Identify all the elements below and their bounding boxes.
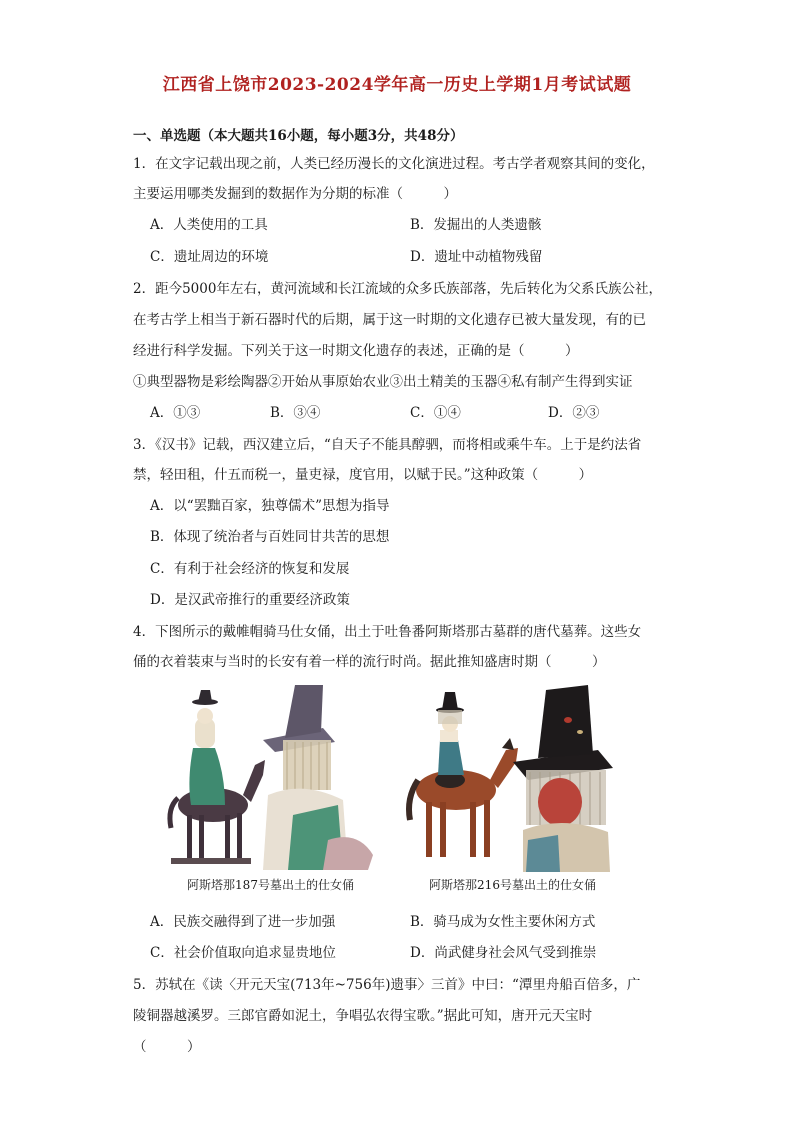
closeup-figure <box>513 685 613 872</box>
q3-stem-line2: 禁，轻田租，什五而税一，量吏禄，度官用，以赋于民。”这种政策（ ） <box>133 467 593 483</box>
q5-stem-line1: 5．苏轼在《读〈开元天宝(713年~756年)遗事〉三首》中曰：“潭里舟船百倍多，广 <box>133 977 641 993</box>
q1-option-d: D．遗址中动植物残留 <box>410 249 543 265</box>
q2-stem-line2: 在考古学上相当于新石器时代的后期，属于这一时期的文化遗存已被大量发现，有的已 <box>133 312 646 328</box>
q1-option-b: B．发掘出的人类遗骸 <box>410 217 542 233</box>
q1-stem-line2: 主要运用哪类发掘到的数据作为分期的标准（ ） <box>133 186 457 202</box>
q4-option-c: C．社会价值取向追求显贵地位 <box>150 945 336 961</box>
rider-figure <box>189 690 225 805</box>
q4-option-a: A．民族交融得到了进一步加强 <box>150 914 336 930</box>
section-heading: 一、单选题（本大题共16小题，每小题3分，共48分） <box>133 128 464 144</box>
figure-caption-left: 阿斯塔那187号墓出土的仕女俑 <box>187 878 354 892</box>
q2-option-d: D．②③ <box>548 405 600 421</box>
q4-option-d: D．尚武健身社会风气受到推崇 <box>410 945 597 961</box>
q1-option-c: C．遗址周边的环境 <box>150 249 269 265</box>
horse-figure <box>409 738 518 857</box>
q3-stem-line1: 3．《汉书》记载，西汉建立后，“自天子不能具醇驷，而将相或乘牛车。上于是约法省 <box>133 437 642 453</box>
q4-option-b: B．骑马成为女性主要休闲方式 <box>410 914 596 930</box>
q3-option-a: A．以“罢黜百家，独尊儒术”思想为指导 <box>150 498 390 514</box>
q3-option-d: D．是汉武帝推行的重要经济政策 <box>150 592 350 608</box>
q2-stem-line1: 2．距今5000年左右，黄河流域和长江流域的众多氏族部落，先后转化为父系氏族公社， <box>133 281 662 297</box>
q2-stem-line3: 经进行科学发掘。下列关于这一时期文化遗存的表述，正确的是（ ） <box>133 343 579 359</box>
exam-title: 江西省上饶市2023-2024学年高一历史上学期1月考试试题 <box>162 75 632 95</box>
q1-stem-line1: 1．在文字记载出现之前，人类已经历漫长的文化演进过程。考古学者观察其间的变化， <box>133 156 655 172</box>
figurine-photo-left <box>163 680 378 870</box>
figure-caption-right: 阿斯塔那216号墓出土的仕女俑 <box>429 878 596 892</box>
q5-stem-line3: （ ） <box>133 1039 201 1055</box>
q2-stem-line4: ①典型器物是彩绘陶器②开始从事原始农业③出土精美的玉器④私有制产生得到实证 <box>133 374 633 390</box>
rider-figure <box>436 692 464 775</box>
q3-option-c: C．有利于社会经济的恢复和发展 <box>150 561 350 577</box>
q2-option-b: B．③④ <box>270 405 321 421</box>
q5-stem-line2: 陵铜器越溪罗。三郎官爵如泥土，争唱弘农得宝歌。”据此可知，唐开元天宝时 <box>133 1008 593 1024</box>
q4-stem-line2: 俑的衣着装束与当时的长安有着一样的流行时尚。据此推知盛唐时期（ ） <box>133 654 606 670</box>
closeup-figure <box>263 685 373 870</box>
q3-option-b: B．体现了统治者与百姓同甘共苦的思想 <box>150 529 390 545</box>
q4-stem-line1: 4．下图所示的戴帷帽骑马仕女俑，出土于吐鲁番阿斯塔那古墓群的唐代墓葬。这些女 <box>133 624 642 640</box>
q2-option-c: C．①④ <box>410 405 461 421</box>
q2-option-a: A．①③ <box>150 405 201 421</box>
figurine-photo-right <box>398 680 620 872</box>
q1-option-a: A．人类使用的工具 <box>150 217 268 233</box>
